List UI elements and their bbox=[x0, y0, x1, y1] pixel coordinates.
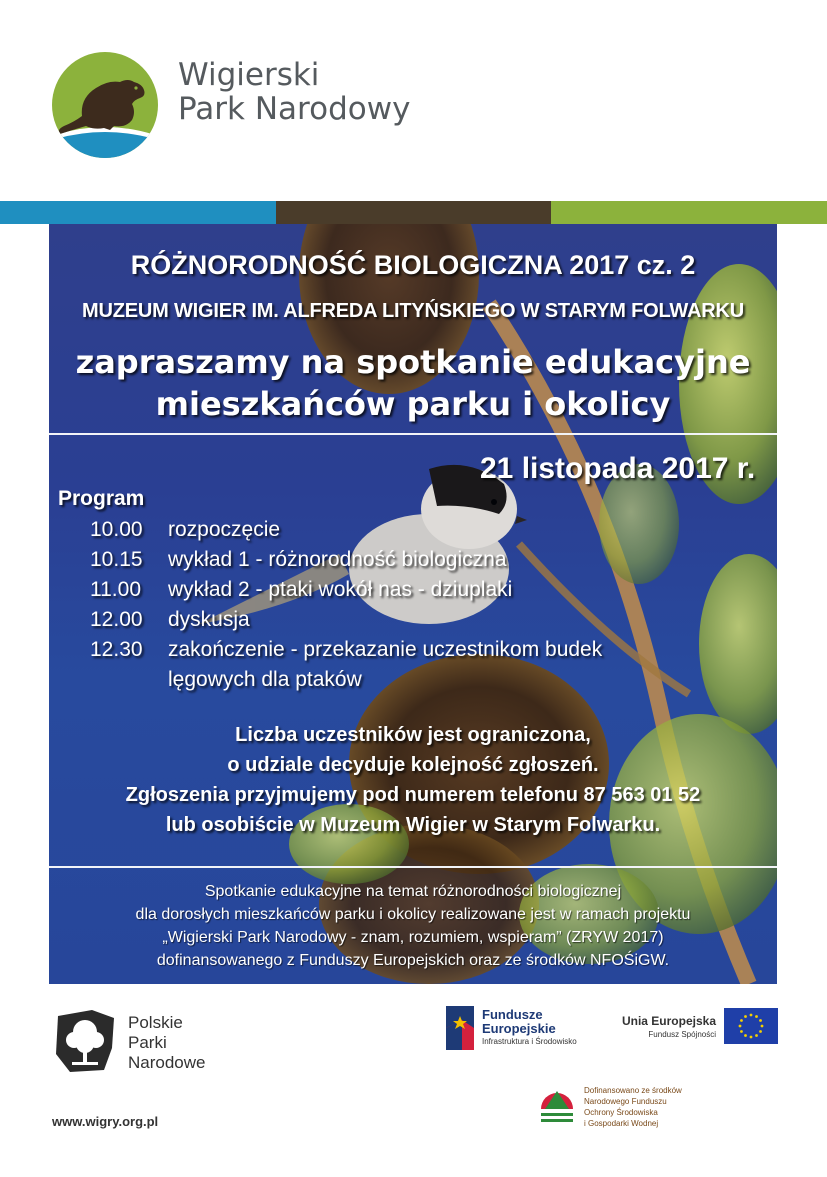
nf-line: Narodowego Funduszu bbox=[584, 1097, 667, 1106]
notice-line: Liczba uczestników jest ograniczona, bbox=[235, 724, 591, 746]
program-desc: rozpoczęcie bbox=[168, 518, 281, 541]
nf-line: i Gospodarki Wodnej bbox=[584, 1119, 659, 1128]
poster-photo bbox=[49, 224, 777, 984]
nf-line: Ochrony Środowiska bbox=[584, 1108, 658, 1117]
eu-star-icon bbox=[755, 1034, 758, 1037]
event-date: 21 listopada 2017 r. bbox=[480, 452, 756, 485]
notice-phone: Zgłoszenia przyjmujemy pod numerem telefonu 87 563 01 52 bbox=[125, 784, 701, 806]
tree-icon bbox=[52, 1008, 118, 1074]
eu-title: Unia Europejska bbox=[621, 1014, 716, 1028]
venue: MUZEUM WIGIER IM. ALFREDA LITYŃSKIEGO W STARYM FOLWARKU bbox=[82, 300, 744, 322]
stripe-green bbox=[551, 201, 827, 224]
eu-star-icon bbox=[759, 1030, 762, 1033]
eu-star-icon bbox=[750, 1036, 753, 1039]
divider-bottom bbox=[49, 866, 777, 868]
logo-line1: Wigierski bbox=[178, 57, 320, 93]
footnote-line: dla dorosłych mieszkańców parku i okolicy realizowane jest w ramach projektu bbox=[135, 906, 691, 923]
divider-top bbox=[49, 433, 777, 435]
notice-line: o udziale decyduje kolejność zgłoszeń. bbox=[227, 754, 599, 776]
nfosigw-logo-icon bbox=[537, 1083, 577, 1127]
program-desc: zakończenie - przekazanie uczestnikom budek bbox=[168, 638, 603, 661]
nf-line: Dofinansowano ze środków bbox=[584, 1086, 682, 1095]
footnote-line: Spotkanie edukacyjne na temat różnorodności biologicznej bbox=[204, 883, 622, 900]
footnote-line: „Wigierski Park Narodowy - znam, rozumiem, wspieram” (ZRYW 2017) bbox=[162, 929, 664, 946]
program-desc: dyskusja bbox=[168, 608, 250, 631]
program-time: 12.30 bbox=[90, 638, 143, 661]
program-time: 10.15 bbox=[90, 548, 143, 571]
stripe-brown bbox=[276, 201, 551, 224]
eu-flag-icon bbox=[724, 1008, 778, 1044]
stripe-blue bbox=[0, 201, 276, 224]
notice-line: lub osobiście w Muzeum Wigier w Starym Folwarku. bbox=[165, 814, 661, 836]
eu-star-icon bbox=[744, 1034, 747, 1037]
eu-star-icon bbox=[740, 1030, 743, 1033]
program-desc-cont: lęgowych dla ptaków bbox=[168, 668, 362, 691]
eu-star-icon bbox=[759, 1019, 762, 1022]
eu-star-icon bbox=[740, 1019, 743, 1022]
ppn-line1: Polskie bbox=[128, 1013, 183, 1032]
eu-star-icon bbox=[750, 1014, 753, 1017]
fe-logo-icon bbox=[446, 1006, 474, 1050]
website-link[interactable]: www.wigry.org.pl bbox=[52, 1114, 159, 1129]
eu-star-icon bbox=[755, 1015, 758, 1018]
park-logo-text bbox=[178, 58, 410, 126]
eu-logo-text bbox=[604, 1014, 716, 1039]
beaver-icon bbox=[52, 52, 158, 158]
program-time: 10.00 bbox=[90, 518, 143, 541]
ppn-line2: Parki bbox=[128, 1033, 167, 1052]
program-desc: wykład 1 - różnorodność biologiczna bbox=[168, 548, 507, 571]
eu-subtitle: Fundusz Spójności bbox=[648, 1030, 716, 1039]
logo-line2: Park Narodowy bbox=[178, 91, 411, 127]
program-desc: wykład 2 - ptaki wokół nas - dziuplaki bbox=[168, 578, 513, 601]
eu-star-icon bbox=[744, 1015, 747, 1018]
ppn-line3: Narodowe bbox=[128, 1053, 206, 1072]
fe-title2: Europejskie bbox=[482, 1021, 556, 1036]
fe-logo-text bbox=[482, 1008, 577, 1046]
invitation bbox=[49, 341, 777, 425]
invite-line1: zapraszamy na spotkanie edukacyjne bbox=[75, 343, 751, 381]
eu-star-icon bbox=[739, 1025, 742, 1028]
event-title: RÓŻNORODNOŚĆ BIOLOGICZNA 2017 cz. 2 bbox=[130, 250, 696, 280]
photo-illustration bbox=[49, 224, 777, 984]
program-label: Program bbox=[58, 487, 145, 510]
eu-star-icon bbox=[761, 1025, 764, 1028]
ppn-logo-text bbox=[128, 1013, 206, 1073]
fe-title1: Fundusze bbox=[482, 1007, 543, 1022]
footnote-line: dofinansowanego z Funduszy Europejskich oraz ze środków NFOŚiGW. bbox=[156, 952, 670, 969]
fe-subtitle: Infrastruktura i Środowisko bbox=[482, 1037, 577, 1046]
program-time: 12.00 bbox=[90, 608, 143, 631]
program-time: 11.00 bbox=[90, 578, 141, 601]
invite-line2: mieszkańców parku i okolicy bbox=[155, 385, 671, 423]
nfosigw-text bbox=[584, 1085, 682, 1129]
